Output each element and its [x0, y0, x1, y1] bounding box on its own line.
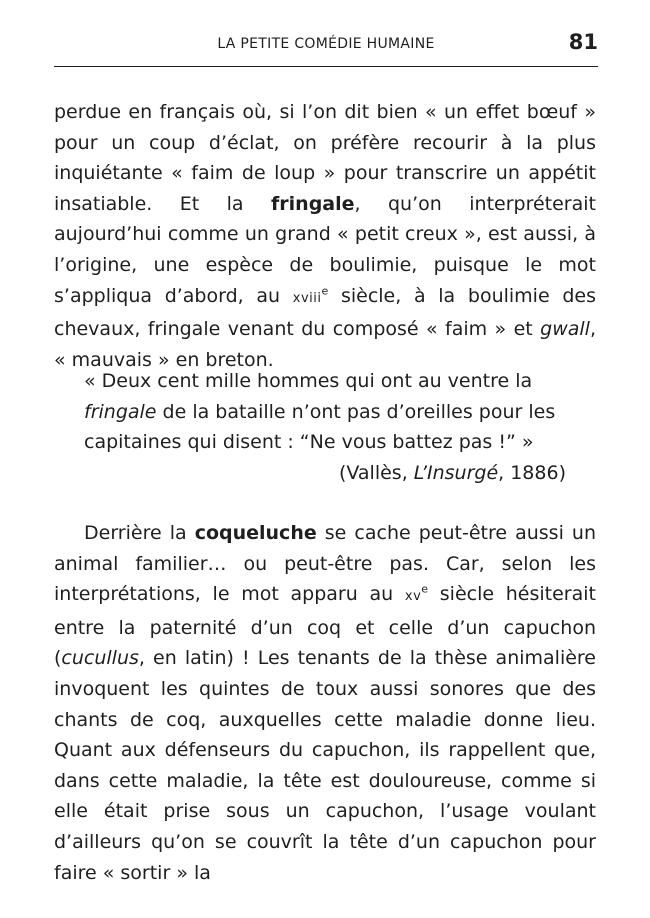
page-number: 81 — [568, 30, 598, 54]
text-run: Derrière la — [84, 522, 195, 544]
century-superscript: e — [321, 284, 329, 298]
quote-line — [84, 397, 594, 428]
word-cucullus: cucullus — [61, 647, 139, 670]
source-title: L’Insurgé — [413, 461, 499, 484]
quote-source — [84, 458, 594, 489]
block-quote — [84, 366, 594, 488]
term-coqueluche: coqueluche — [194, 522, 317, 544]
paragraph-coqueluche — [54, 518, 596, 888]
text-run: , « mauvais » en breton. — [54, 318, 596, 371]
source-text: , 1886) — [498, 461, 566, 484]
century-superscript: e — [421, 582, 429, 596]
text-run: , qu’on interpréterait aujourd’hui comme un grand « petit creux », est aussi, à l’origine, une espèce de boulimie, puisque le mot s’appliqua d’abord, au — [54, 192, 596, 307]
century-numeral: xviii — [292, 290, 322, 306]
text-run: siècle hésiterait entre la paternité d’un coq et celle d’un capuchon ( — [54, 583, 596, 670]
term-fringale: fringale — [271, 192, 355, 215]
quote-italic-word: fringale — [84, 400, 157, 423]
page-header — [54, 32, 598, 67]
paragraph-fringale — [54, 97, 596, 375]
quote-text-run: de la bataille n’ont pas d’oreilles pour les — [156, 400, 556, 423]
text-run: siècle, à la boulimie des chevaux, fringale venant du composé « faim » et — [54, 284, 596, 341]
source-text: (Vallès, — [338, 461, 414, 484]
quote-line: capitaines qui disent : “Ne vous battez pas !” » — [84, 431, 534, 454]
text-run: , en latin) ! Les tenants de la thèse animalière invoquent les quintes de toux aussi sonores que des chants de coq, auxquelles cette maladie donne lieu. Quant aux défenseurs du capuchon, ils rappellent que, dans cette maladie, la tête est douloureuse, comme si elle était prise sous un capuchon, l’usage voulant d’ailleurs qu’on se couvrît la tête d’un capuchon pour faire « sortir » la — [54, 647, 596, 884]
quote-line: « Deux cent mille hommes qui ont au ventre la — [84, 370, 533, 392]
text-run: se cache peut-être aussi un animal familier… ou peut-être pas. Car, selon les interprétations, le mot apparu au — [54, 522, 596, 606]
century-numeral: xv — [404, 589, 422, 605]
word-gwall: gwall — [540, 318, 590, 341]
text-run: perdue en français où, si l’on dit bien « un effet bœuf » pour un coup d’éclat, on préfère recourir à la plus inquiétante « faim de loup » pour transcrire un appétit insatiable. Et la — [54, 101, 596, 215]
running-title: LA PETITE COMÉDIE HUMAINE — [217, 36, 435, 52]
